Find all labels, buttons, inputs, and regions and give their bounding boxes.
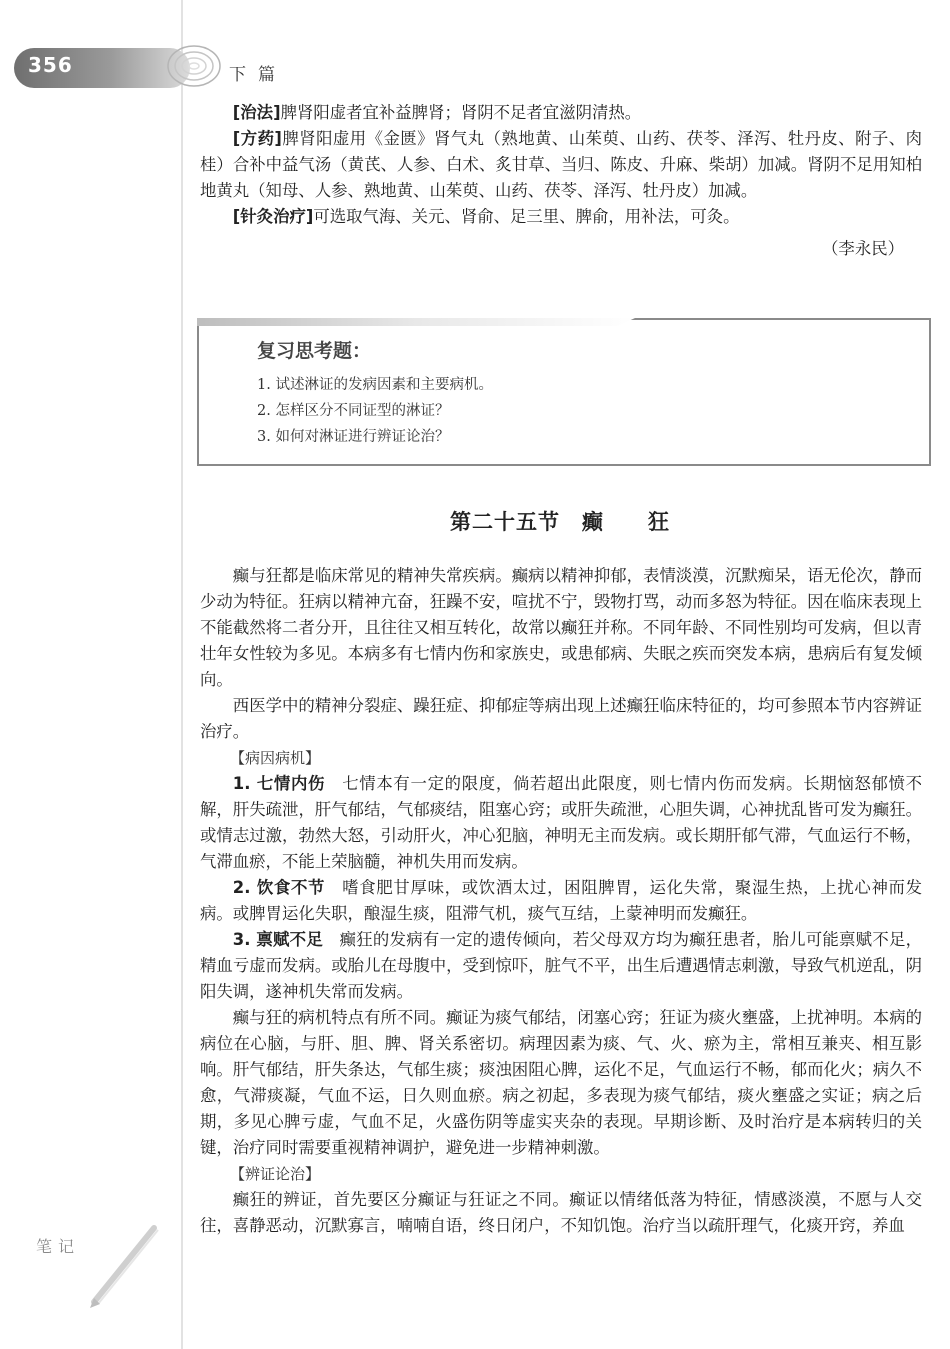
heading-etiology: 【病因病机】 — [230, 749, 321, 767]
swirl-ornament-icon — [164, 40, 224, 92]
cause-constitution: 3. 禀赋不足 癫狂的发病有一定的遗传倾向，若父母双方均为癫狂患者，胎儿可能禀赋不足，精血亏虚而发病。或胎儿在母腹中，受到惊吓，脏气不平，出生后遭遇情志刺激，导致气机逆乱，阴阳失调，遂神机失常而发病。 — [200, 930, 923, 1001]
review-item: 2. 怎样区分不同证型的淋证？ — [257, 403, 450, 419]
review-item: 1. 试述淋证的发病因素和主要病机。 — [257, 377, 493, 393]
running-head: 下篇 — [229, 65, 287, 85]
page-number: 356 — [28, 53, 73, 77]
review-title: 复习思考题： — [257, 340, 372, 362]
prescription: [方药]脾肾阳虚用《金匮》肾气丸（熟地黄、山茱萸、山药、茯苓、泽泻、牡丹皮、附子、肉桂）合补中益气汤（黄芪、人参、白术、炙甘草、当归、陈皮、升麻、柴胡）加减。肾阴不足用知柏地黄丸（知母、人参、熟地黄、山茱萸、山药、茯苓、泽泻、牡丹皮）加减。 — [200, 129, 922, 200]
treatment-section — [200, 100, 922, 262]
pathogenesis-paragraph: 癫与狂的病机特点有所不同。癫证为痰气郁结，闭塞心窍；狂证为痰火壅盛，上扰神明。本病的病位在心脑，与肝、胆、脾、肾关系密切。病理因素为痰、气、火、瘀为主，常相互兼夹、相互影响。肝气郁结，肝失条达，气郁生痰；痰浊困阻心脾，运化不足，气血运行不畅，郁而化火；病久不愈，气滞痰凝，气血不运，日久则血瘀。病之初起，多表现为痰气郁结，痰火壅盛之实证；病之后期，多见心脾亏虚，气血不足，火盛伤阴等虚实夹杂的表现。早期诊断、及时治疗是本病转归的关键，治疗同时需要重视精神调护，避免进一步精神刺激。 — [200, 1008, 922, 1157]
section-title: 第二十五节 癫 狂 — [450, 510, 670, 534]
review-list — [257, 372, 493, 450]
label-fangyao: [方药] — [232, 129, 282, 148]
western-medicine-paragraph: 西医学中的精神分裂症、躁狂症、抑郁症等病出现上述癫狂临床特征的，均可参照本节内容辨证治疗。 — [200, 696, 922, 741]
cause-diet: 2. 饮食不节 嗜食肥甘厚味，或饮酒太过，困阻脾胃，运化失常，聚湿生热，上扰心神而发病。或脾胃运化失职，酿湿生痰，阻滞气机，痰气互结，上蒙神明而发癫狂。 — [200, 878, 923, 923]
pencil-icon — [84, 1220, 174, 1310]
review-item: 3. 如何对淋证进行辨证论治？ — [257, 429, 450, 445]
differentiation-paragraph: 癫狂的辨证，首先要区分癫证与狂证之不同。癫证以情绪低落为特征，情感淡漠，不愿与人交往，喜静恶动，沉默寡言，喃喃自语，终日闭户，不知饥饱。治疗当以疏肝理气，化痰开窍，养血 — [200, 1190, 922, 1235]
review-questions-box — [197, 318, 931, 466]
acupuncture: [针灸治疗]可选取气海、关元、肾俞、足三里、脾俞，用补法，可灸。 — [232, 207, 740, 226]
treatment-principle: [治法]脾肾阳虚者宜补益脾肾；肾阴不足者宜滋阴清热。 — [232, 103, 642, 122]
intro-paragraph: 癫与狂都是临床常见的精神失常疾病。癫病以精神抑郁，表情淡漠，沉默痴呆，语无伦次，静而少动为特征。狂病以精神亢奋，狂躁不安，喧扰不宁，毁物打骂，动而多怒为特征。因在临床表现上不能截然将二者分开，且往往又相互转化，故常以癫狂并称。不同年龄、不同性别均可发病，但以青壮年女性较为多见。本病多有七情内伤和家族史，或患郁病、失眠之疾而突发本病，患病后有复发倾向。 — [200, 566, 922, 689]
label-zhifa: [治法] — [232, 103, 281, 122]
margin-divider — [181, 0, 183, 1349]
author: （李永民） — [822, 239, 904, 258]
notes-label: 笔记 — [36, 1237, 81, 1256]
label-zhenjiu: [针灸治疗] — [232, 207, 314, 226]
heading-differentiation: 【辨证论治】 — [230, 1165, 321, 1183]
section-body — [200, 563, 922, 1239]
cause-emotional: 1. 七情内伤 七情本有一定的限度，倘若超出此限度，则七情内伤而发病。长期恼怒郁愤不解，肝失疏泄，肝气郁结，气郁痰结，阻塞心窍；或肝失疏泄，心胆失调，心神扰乱皆可发为癫狂。或情志过激，勃然大怒，引动肝火，冲心犯脑，神明无主而发病。或长期肝郁气滞，气血运行不畅，气滞血瘀，不能上荣脑髓，神机失用而发病。 — [200, 774, 923, 871]
